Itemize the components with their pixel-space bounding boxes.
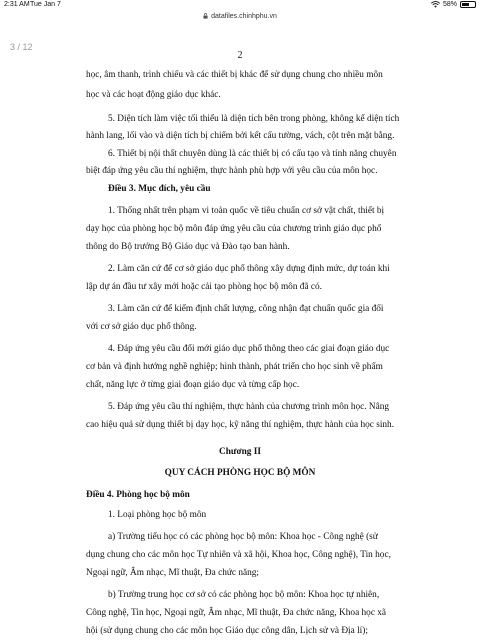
article-heading: Điều 4. Phòng học bộ môn bbox=[86, 490, 190, 500]
page-number: 2 bbox=[237, 50, 243, 61]
paragraph-line: biệt đáp ứng yêu cầu thí nghiệm, thực hành phù hợp với yêu cầu của môn học. bbox=[86, 166, 378, 176]
paragraph-line: 4. Đáp ứng yêu cầu đổi mới giáo dục phổ thông theo các giai đoạn giáo dục bbox=[108, 344, 390, 354]
article-heading: Điều 3. Mục đích, yêu cầu bbox=[108, 184, 211, 194]
chapter-label: Chương II bbox=[219, 447, 261, 457]
paragraph-line: Công nghệ, Tin học, Ngoại ngữ, Âm nhạc, Mĩ thuật, Đa chức năng, Khoa học xã bbox=[86, 608, 387, 618]
paragraph-line: hành lang, lối vào và diện tích bị chiếm bởi kết cấu tường, vách, cột trên mặt bằng. bbox=[86, 131, 395, 141]
paragraph-line: dụng chung cho các môn học Tự nhiên và xã hội, Khoa học, Công nghệ), Tin học, bbox=[86, 550, 391, 560]
paragraph-line: hội (sử dụng chung cho các môn học Giáo dục công dân, Lịch sử và Địa lí); bbox=[86, 626, 368, 636]
paragraph-line: dạy học của phòng học bộ môn đáp ứng yêu cầu của chương trình giáo dục phổ bbox=[86, 224, 382, 234]
paragraph-line: học và các hoạt động giáo dục khác. bbox=[86, 90, 221, 100]
paragraph-line: cơ bản và định hướng nghề nghiệp; hình thành, phát triển cho học sinh về phẩm bbox=[86, 362, 383, 372]
battery-percent: 58% bbox=[442, 1, 457, 8]
paragraph-line: 5. Diện tích làm việc tối thiểu là diện tích bên trong phòng, không kể diện tích bbox=[108, 114, 400, 124]
paragraph-line: 5. Đáp ứng yêu cầu thí nghiệm, thực hành của chương trình môn học. Nâng bbox=[108, 402, 390, 412]
url-text: datafiles.chinhphu.vn bbox=[211, 12, 277, 20]
paragraph-line: cao hiệu quả sử dụng thiết bị dạy học, kỹ năng thí nghiệm, thực hành của học sinh. bbox=[86, 420, 395, 430]
paragraph-line: 3. Làm căn cứ để kiểm định chất lượng, công nhận đạt chuẩn quốc gia đối bbox=[108, 304, 384, 314]
paragraph-line: a) Trường tiểu học có các phòng học bộ môn: Khoa học - Công nghệ (sử bbox=[108, 532, 378, 542]
paragraph-line: chất, năng lực ở từng giai đoạn giáo dục và từng cấp học. bbox=[86, 380, 300, 390]
paragraph-line: Ngoại ngữ, Âm nhạc, Mĩ thuật, Đa chức năng; bbox=[86, 568, 259, 578]
page-indicator: 3 / 12 bbox=[10, 42, 33, 52]
paragraph-line: với cơ sở giáo dục phổ thông. bbox=[86, 322, 197, 332]
paragraph-line: 6. Thiết bị nội thất chuyên dùng là các thiết bị có cấu tạo và tính năng chuyên bbox=[108, 149, 397, 159]
paragraph-line: thông do Bộ trưởng Bộ Giáo dục và Đào tạo ban hành. bbox=[86, 242, 290, 252]
paragraph-line: 1. Thống nhất trên phạm vi toàn quốc về tiêu chuẩn cơ sở vật chất, thiết bị bbox=[108, 206, 385, 216]
paragraph-line: học, âm thanh, trình chiếu và các thiết bị khác để sử dụng chung cho nhiều môn bbox=[86, 70, 383, 80]
paragraph-line: 2. Làm căn cứ để cơ sở giáo dục phổ thông xây dựng định mức, dự toán khi bbox=[108, 264, 390, 274]
status-time: 2:31 AM bbox=[4, 1, 30, 8]
status-date: Tue Jan 7 bbox=[30, 1, 61, 8]
paragraph-line: 1. Loại phòng học bộ môn bbox=[108, 510, 207, 520]
chapter-title: QUY CÁCH PHÒNG HỌC BỘ MÔN bbox=[164, 468, 316, 478]
paragraph-line: b) Trường trung học cơ sở có các phòng học bộ môn: Khoa học tự nhiên, bbox=[108, 590, 380, 600]
paragraph-line: lập dự án đầu tư xây mới hoặc cải tạo phòng học bộ môn đã có. bbox=[86, 282, 322, 292]
